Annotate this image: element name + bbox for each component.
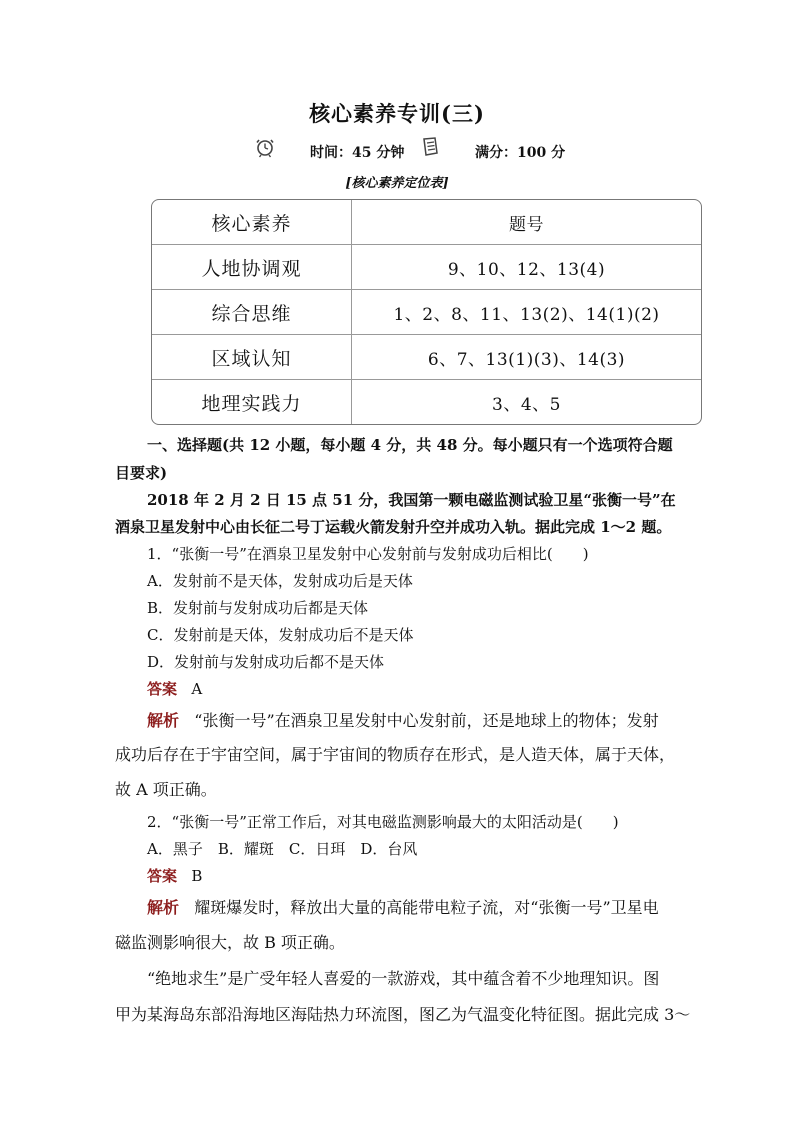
intro-paragraph-1: 2018 年 2 月 2 日 15 点 51 分，我国第一颗电磁监测试验卫星“张衡一号”在 [147,491,676,509]
question-2-options: A．黑子 B．耀斑 C．日珥 D．台风 [147,840,418,858]
table-row [152,335,701,380]
question-2-explanation [147,895,659,918]
answer-value: B [191,867,203,885]
table-cell: 人地协调观 [152,245,352,290]
score-sheet-icon [420,136,440,158]
table-cell: 9、10、12、13(4) [352,245,702,290]
core-literacy-table [151,199,702,425]
table-cell: 区域认知 [152,335,352,380]
explanation-text: 耀斑爆发时，释放出大量的高能带电粒子流，对“张衡一号”卫星电 [194,898,659,917]
question-1-option-b: B．发射前与发射成功后都是天体 [147,599,369,617]
table-cell: 地理实践力 [152,380,352,425]
table-header-cell: 题号 [352,200,702,245]
question-1-answer [147,678,202,699]
answer-label: 答案 [147,680,178,698]
section-heading-cont: 目要求) [115,464,168,482]
intro-paragraph-2: “绝地求生”是广受年轻人喜爱的一款游戏，其中蕴含着不少地理知识。图 [147,969,660,988]
section-heading: 一、选择题(共 12 小题，每小题 4 分，共 48 分。每小题只有一个选项符合题 [147,436,673,454]
question-2-explanation-cont: 磁监测影响很大，故 B 项正确。 [115,933,345,952]
table-row [152,245,701,290]
question-1-explanation-end: 故 A 项正确。 [115,780,217,799]
time-limit: 时间：45 分钟 [310,145,405,161]
table-cell: 6、7、13(1)(3)、14(3) [352,335,702,380]
table-header-row [152,200,701,245]
table-cell: 1、2、8、11、13(2)、14(1)(2) [352,290,702,335]
question-1-stem: 1．“张衡一号”在酒泉卫星发射中心发射前与发射成功后相比( ) [147,545,589,563]
table-row [152,290,701,335]
question-1-option-d: D．发射前与发射成功后都不是天体 [147,653,385,671]
intro-paragraph-2-cont: 甲为某海岛东部沿海地区海陆热力环流图，图乙为气温变化特征图。据此完成 3～ [115,1005,691,1024]
table-caption: [核心素养定位表] [345,176,449,191]
explanation-label: 解析 [147,898,180,917]
question-1-explanation [147,708,659,731]
explanation-text: “张衡一号”在酒泉卫星发射中心发射前，还是地球上的物体；发射 [194,711,659,730]
full-score: 满分：100 分 [475,145,566,161]
answer-value: A [191,680,203,698]
question-2-stem: 2．“张衡一号”正常工作后，对其电磁监测影响最大的太阳活动是( ) [147,813,619,831]
question-2-answer [147,865,202,886]
table-header-cell: 核心素养 [152,200,352,245]
alarm-clock-icon [255,136,275,158]
table-row [152,380,701,425]
question-1-option-a: A．发射前不是天体，发射成功后是天体 [147,572,413,590]
intro-paragraph-1-cont: 酒泉卫星发射中心由长征二号丁运载火箭发射升空并成功入轨。据此完成 1～2 题。 [115,518,672,536]
question-1-option-c: C．发射前是天体，发射成功后不是天体 [147,626,414,644]
explanation-label: 解析 [147,711,180,730]
page-title: 核心素养专训(三) [309,101,485,126]
question-1-explanation-cont: 成功后存在于宇宙空间，属于宇宙间的物质存在形式，是人造天体，属于天体， [115,745,676,764]
answer-label: 答案 [147,867,178,885]
table-cell: 3、4、5 [352,380,702,425]
table-cell: 综合思维 [152,290,352,335]
exam-meta [255,140,585,164]
